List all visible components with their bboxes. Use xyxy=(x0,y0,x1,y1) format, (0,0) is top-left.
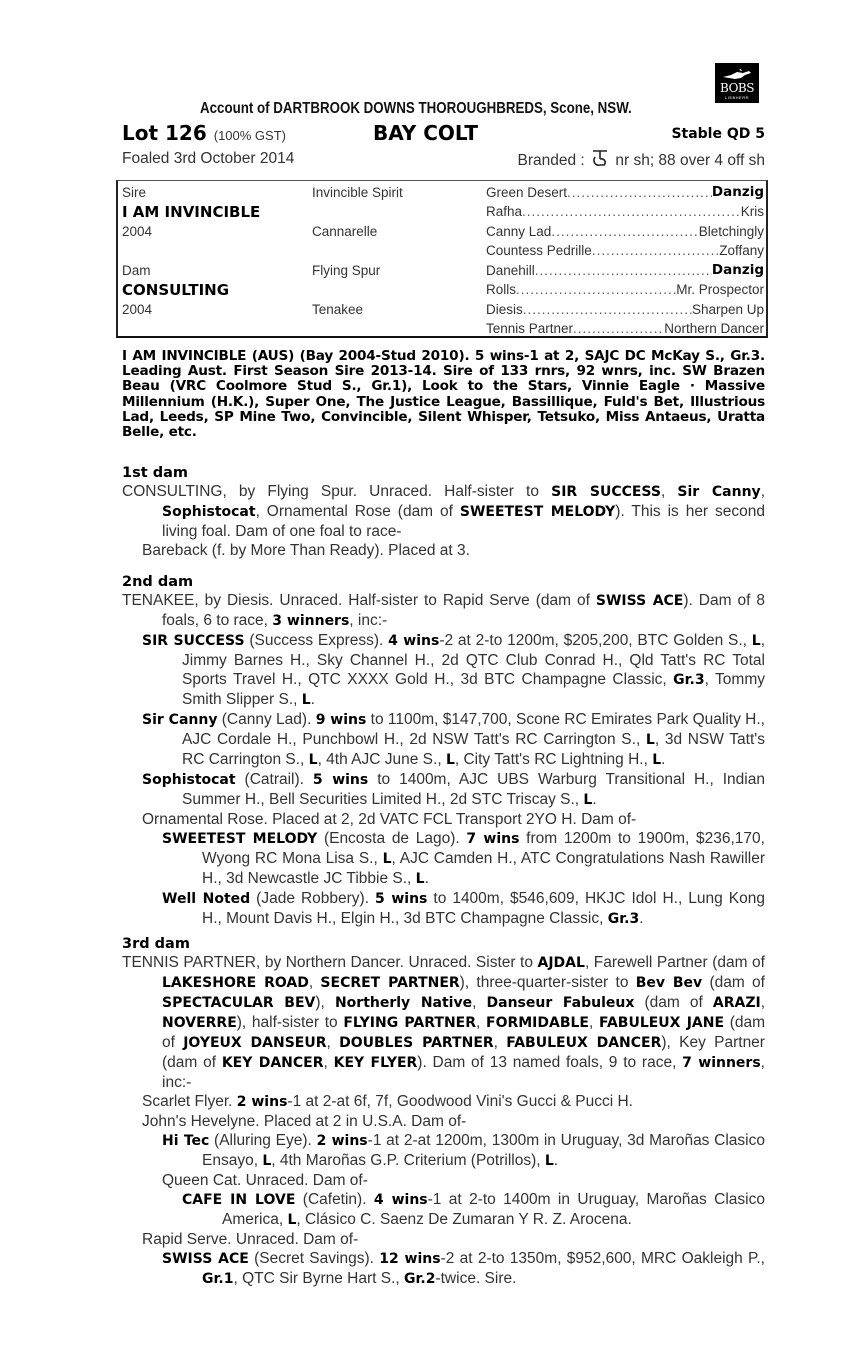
progeny-entry: Ornamental Rose. Placed at 2, 2d VATC FCL Transport 2YO H. Dam of- xyxy=(142,811,637,828)
great-grandparent-row: Tennis Partner ..... Northern Dancer xyxy=(486,319,764,338)
sire-year: 2004 xyxy=(122,224,153,239)
logo-subtext: LIEBHERR xyxy=(724,95,749,100)
grand-progeny-entry: SWEETEST MELODY (Encosta de Lago). 7 wins from 1200m to 1900m, $236,170, Wyong RC Mona Lisa S., L, AJC Camden H., ATC Congratulations Nash Rawiller H., 3d Newcastle JC Tibbie S., L. xyxy=(162,830,765,887)
great-grandparent-row: Rafha ..... Kris xyxy=(486,202,764,221)
branded-detail: nr sh; 88 over 4 off sh xyxy=(615,152,765,169)
progeny-entry: Sophistocat (Catrail). 5 wins to 1400m, AJC UBS Warburg Transitional H., Indian Summer H., Bell Securities Limited H., 2d STC Triscay S., L. xyxy=(142,771,765,808)
sex-colour: BAY COLT xyxy=(373,121,479,145)
progeny-entry: Rapid Serve. Unraced. Dam of- xyxy=(142,1231,359,1248)
great-grandparent-row: Countess Pedrille ..... Zoffany xyxy=(486,241,764,260)
grand-progeny-entry: Well Noted (Jade Robbery). 5 wins to 1400m, $546,609, HKJC Idol H., Lung Kong H., Mount Davis H., Elgin H., 3d BTC Champagne Classic, Gr.3. xyxy=(162,890,765,927)
third-dam-intro: TENNIS PARTNER, by Northern Dancer. Unraced. Sister to AJDAL, Farewell Partner (dam of LAKESHORE ROAD, SECRET PARTNER), three-quarter-sister to Bev Bev (dam of SPECTACULAR BEV), Northerly Native, Danseur Fabuleux (dam of ARAZI, NOVERRE), half-sister to FLYING PARTNER, FORMIDABLE, FABULEUX JANE (dam of JOYEUX DANSEUR, DOUBLES PARTNER, FABULEUX DANCER), Key Partner (dam of KEY DANCER, KEY FLYER). Dam of 13 named foals, 9 to race, 7 winners, inc:- xyxy=(122,954,766,1091)
logo-text: BOBS xyxy=(720,81,754,95)
gst-note: (100% GST) xyxy=(213,128,286,143)
lot-number xyxy=(122,121,286,145)
progeny-entry: Scarlet Flyer. 2 wins-1 at 2-at 6f, 7f, Goodwood Vini's Gucci & Pucci H. xyxy=(142,1093,633,1110)
branded-label: Branded : xyxy=(517,152,585,169)
third-dam-section xyxy=(122,935,765,1289)
granddam-maternal: Tenakee xyxy=(312,302,364,317)
lot-label: Lot 126 xyxy=(122,121,207,145)
dam-name: CONSULTING xyxy=(122,281,230,299)
progeny-entry: John's Hevelyne. Placed at 2 in U.S.A. Dam of- xyxy=(142,1113,467,1130)
lot-row xyxy=(122,121,765,147)
vendor-account: Account of DARTBROOK DOWNS THOROUGHBREDS, Scone, NSW. xyxy=(200,100,632,117)
first-dam-section xyxy=(122,464,765,560)
section-heading: 3rd dam xyxy=(122,936,190,952)
grand-progeny-entry: SWISS ACE (Secret Savings). 12 wins-2 at 2-to 1350m, $952,600, MRC Oakleigh P., Gr.1, QTC Sir Byrne Hart S., Gr.2-twice. Sire. xyxy=(162,1250,765,1287)
great-grandparent-row: Diesis ..... Sharpen Up xyxy=(486,300,764,319)
grand-progeny-entry: Hi Tec (Alluring Eye). 2 wins-1 at 2-at 1200m, 1300m in Uruguay, 3d Maroñas Clasico Ensayo, L, 4th Maroñas G.P. Criterium (Potrillos), L. xyxy=(162,1132,765,1169)
pedigree-table xyxy=(116,180,768,338)
second-dam-section xyxy=(122,573,765,929)
foaled-row xyxy=(122,150,765,170)
great-grandparent-row: Canny Lad ..... Bletchingly xyxy=(486,222,764,241)
progeny-entry: SIR SUCCESS (Success Express). 4 wins-2 at 2-to 1200m, $205,200, BTC Golden S., L, Jimmy Barnes H., Sky Channel H., 2d QTC Club Conrad H., Qld Tatt's RC Total Sports Travel H., QTC XXXX Gold H., 3d BTC Champagne Classic, Gr.3, Tommy Smith Slipper S., L. xyxy=(142,632,765,708)
dam-label: Dam xyxy=(122,263,151,278)
first-dam-paragraph: CONSULTING, by Flying Spur. Unraced. Half-sister to SIR SUCCESS, Sir Canny, Sophistocat, Ornamental Rose (dam of SWEETEST MELODY). This is her second living foal. Dam of one foal to race- xyxy=(122,483,765,540)
grand-progeny-entry: CAFE IN LOVE (Cafetin). 4 wins-1 at 2-to 1400m in Uruguay, Maroñas Clasico America, L, Clásico C. Saenz De Zumaran Y R. Z. Arocena. xyxy=(182,1191,765,1228)
dam-year: 2004 xyxy=(122,302,153,317)
sponsor-logo xyxy=(715,63,759,103)
sire-name: I AM INVINCIBLE xyxy=(122,203,261,221)
sire-summary: I AM INVINCIBLE (AUS) (Bay 2004-Stud 2010). 5 wins-1 at 2, SAJC DC McKay S., Gr.3. Leading Aust. First Season Sire 2013-14. Sire of 133 rnrs, 92 wnrs, inc. SW Brazen Beau (VRC Coolmore Stud S., Gr.1), Look to the Stars, Vinnie Eagle · Massive Millennium (H.K.), Super One, The Justice League, Bassillique, Fuld's Bet, Illustrious Lad, Leeds, SP Mine Two, Convincible, Silent Whisper, Tetsuko, Miss Antaeus, Uratta Belle, etc. xyxy=(122,348,765,441)
grandsire-paternal: Invincible Spirit xyxy=(312,185,403,200)
great-grandparent-row: Rolls ..... Mr. Prospector xyxy=(486,280,764,299)
stable-location: Stable QD 5 xyxy=(671,126,765,142)
great-grandparent-row: Danehill ..... Danzig xyxy=(486,261,764,280)
grandsire-maternal: Flying Spur xyxy=(312,263,381,278)
horse-jockey-icon xyxy=(721,69,753,81)
great-grandparent-row: Green Desert ..... Danzig xyxy=(486,183,764,202)
progeny-entry: Sir Canny (Canny Lad). 9 wins to 1100m, $147,700, Scone RC Emirates Park Quality H., AJC Cordale H., Punchbowl H., 2d NSW Tatt's RC Carrington S., L, 3d NSW Tatt's RC Carrington S., L, 4th AJC June S., L, City Tatt's RC Lightning H., L. xyxy=(142,711,765,768)
section-heading: 2nd dam xyxy=(122,574,194,590)
granddam-paternal: Cannarelle xyxy=(312,224,378,239)
branded-info xyxy=(518,150,765,170)
foal-entry: Bareback (f. by More Than Ready). Placed at 3. xyxy=(142,542,470,559)
second-dam-intro: TENAKEE, by Diesis. Unraced. Half-sister to Rapid Serve (dam of SWISS ACE). Dam of 8 foals, 6 to race, 3 winners, inc:- xyxy=(122,592,765,629)
sire-label: Sire xyxy=(122,185,147,200)
foaled-date: Foaled 3rd October 2014 xyxy=(122,150,295,167)
brand-mark-icon xyxy=(591,150,609,167)
progeny-entry: Queen Cat. Unraced. Dam of- xyxy=(162,1172,368,1189)
section-heading: 1st dam xyxy=(122,465,188,481)
